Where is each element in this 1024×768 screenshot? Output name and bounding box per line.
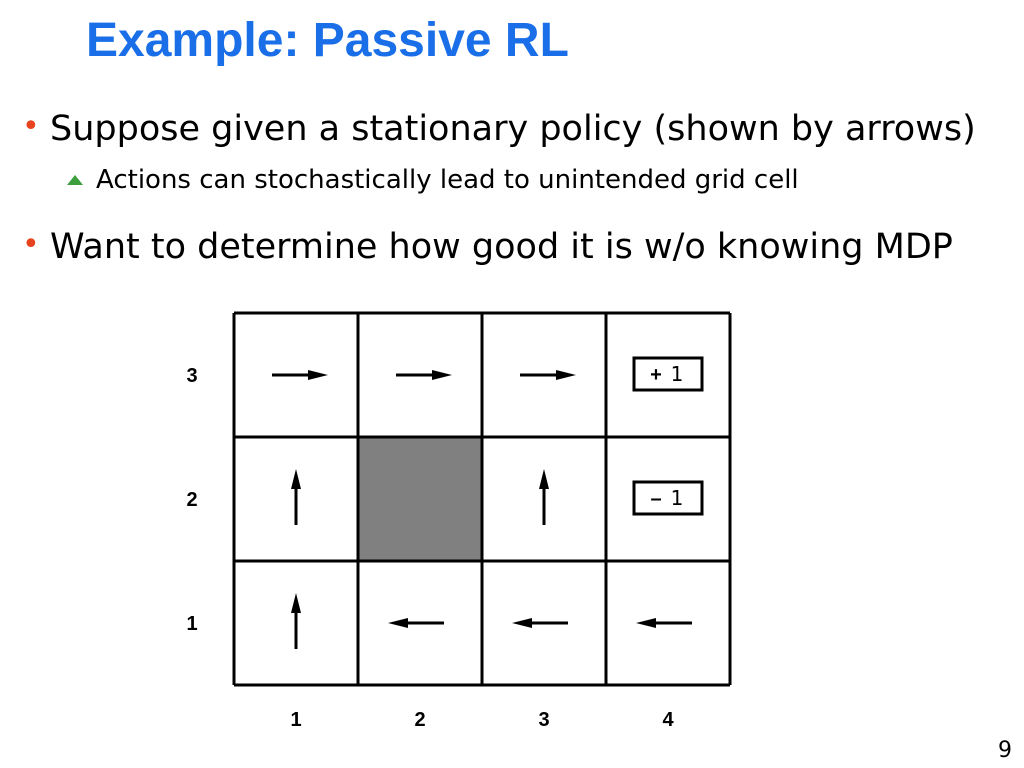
terminal-reward-value: 1 bbox=[670, 362, 684, 386]
slide-title: Example: Passive RL bbox=[86, 14, 569, 67]
terminal-reward-box bbox=[634, 482, 702, 514]
row-label: 2 bbox=[186, 489, 198, 511]
row-label: 1 bbox=[186, 613, 198, 635]
terminal-reward-value: 1 bbox=[670, 486, 684, 510]
row-label: 3 bbox=[186, 365, 198, 387]
terminal-reward-box bbox=[634, 358, 702, 390]
page-number: 9 bbox=[998, 738, 1012, 763]
bullet-dot-icon: • bbox=[22, 109, 40, 144]
column-label: 4 bbox=[662, 709, 674, 731]
terminal-reward-sign: + bbox=[650, 364, 662, 386]
bullet-text: Suppose given a stationary policy (shown by arrows) bbox=[50, 109, 976, 149]
bullet-dot-icon: • bbox=[22, 227, 40, 262]
terminal-reward-sign: – bbox=[650, 488, 662, 510]
column-label: 3 bbox=[538, 709, 550, 731]
sub-bullet-text: Actions can stochastically lead to unintended grid cell bbox=[96, 165, 799, 195]
obstacle-cell bbox=[358, 437, 482, 561]
column-label: 1 bbox=[290, 709, 302, 731]
bullet-text: Want to determine how good it is w/o knowing MDP bbox=[50, 227, 953, 267]
column-label: 2 bbox=[414, 709, 426, 731]
